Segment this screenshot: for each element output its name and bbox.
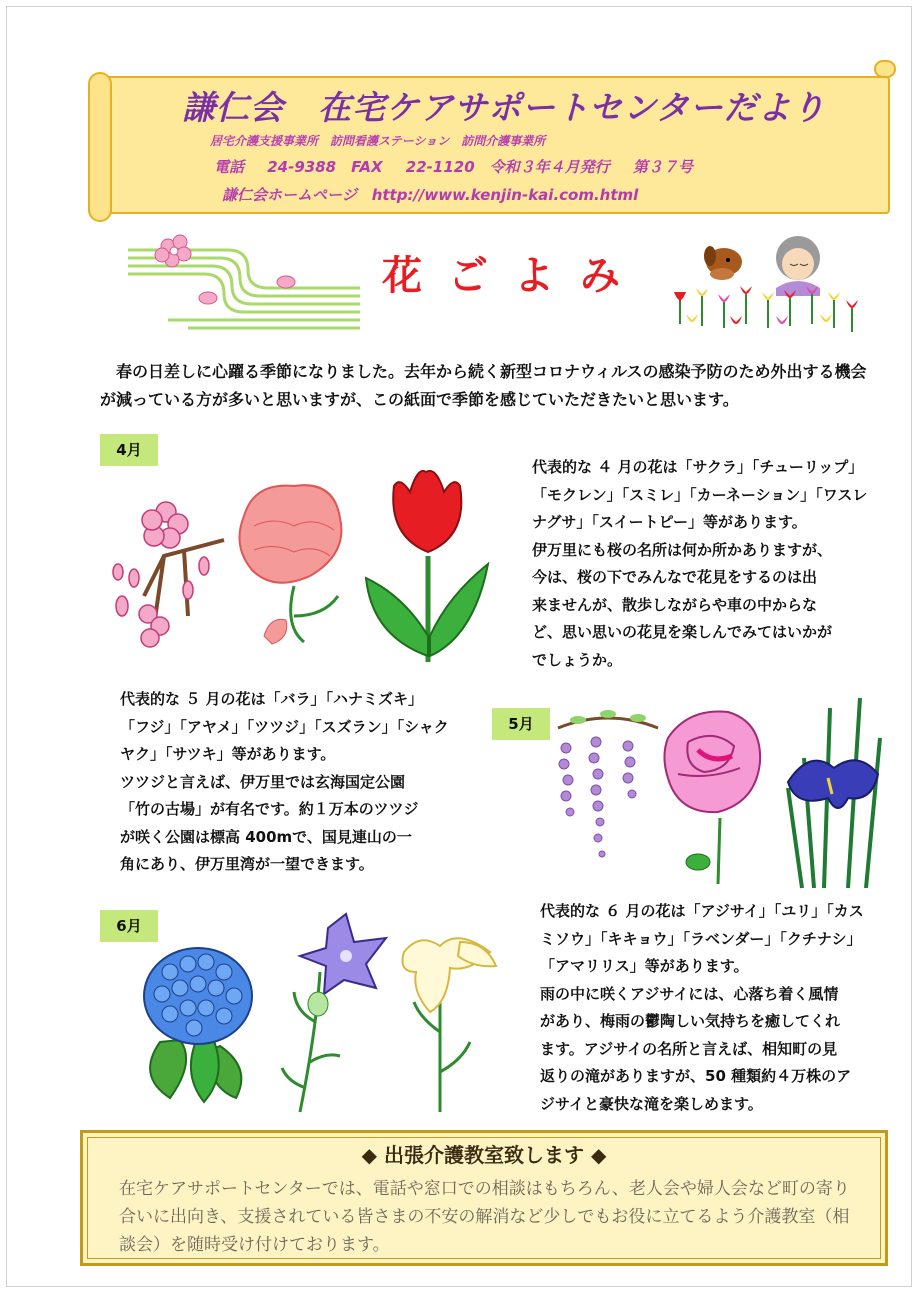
iris-icon: [788, 698, 880, 888]
april-text: [532, 454, 902, 674]
month-tag-april: 4月: [100, 434, 158, 466]
april-line: 「モクレン」「スミレ」「カーネーション」「ワスレ: [532, 485, 868, 504]
newsletter-title: 謙仁会 在宅ケアサポートセンターだより: [182, 88, 826, 127]
office-list: 居宅介護支援事業所 訪問看護ステーション 訪問介護事業所: [210, 134, 546, 148]
homepage-link[interactable]: 謙仁会ホームページ http://www.kenjin-kai.com.html: [222, 186, 639, 204]
lily-icon: [403, 938, 497, 1112]
may-line: ツツジと言えば、伊万里では玄海国定公園: [120, 772, 406, 791]
may-line: 角にあり、伊万里湾が一望できます。: [120, 855, 374, 873]
scroll-right-curl: [874, 60, 896, 78]
wisteria-icon: [558, 710, 658, 857]
june-line: 「アマリリス」等があります。: [540, 957, 749, 975]
june-line: 返りの滝がありますが、50 種類約４万株のア: [540, 1067, 852, 1085]
june-line: ます。アジサイの名所と言えば、相知町の見: [540, 1039, 838, 1058]
april-line: でしょうか。: [532, 650, 623, 669]
scroll-left-roll: [88, 72, 112, 222]
april-line: 今は、桜の下でみんなで花見をするのは出: [532, 568, 818, 586]
newsletter-banner: [90, 70, 890, 220]
june-line: 雨の中に咲くアジサイには、心落ち着く風情: [540, 984, 839, 1003]
april-line: ど、思い思いの花見を楽しんでみてはいかが: [532, 623, 833, 641]
balloon-flower-icon: [282, 914, 386, 1112]
cherry-blossom-branch-icon: [113, 502, 224, 647]
sakura-wave-illustration: [128, 228, 360, 332]
contact-info: 電話 24-9388 FAX 22-1120 令和３年４月発行 第３７号: [214, 158, 693, 176]
hydrangea-icon: [144, 948, 252, 1102]
may-line: ヤク」「サツキ」等があります。: [120, 745, 336, 763]
tulip-bed-icon: [680, 294, 852, 332]
month-tag-may: 5月: [492, 708, 550, 740]
april-flowers-illustration: [104, 466, 496, 662]
may-text: [120, 686, 480, 879]
month-tag-june: 6月: [100, 910, 158, 942]
may-line: が咲く公園は標高 400mで、国見連山の一: [120, 827, 412, 846]
section-heading: 花ごよみ: [382, 253, 646, 299]
tulip-icon: [366, 471, 488, 662]
april-line: ナグサ」「スイートピー」等があります。: [532, 513, 807, 531]
intro-paragraph: 春の日差しに心躍る季節になりました。去年から続く新型コロナウィルスの感染予防のため外出する機会が減っている方が多いと思いますが、この紙面で季節を感じていただきたいと思います。: [100, 362, 867, 409]
notice-title: ◆ 出張介護教室致します ◆: [361, 1143, 607, 1167]
carnation-icon: [240, 485, 342, 644]
sakura-flower-icon: [155, 235, 191, 267]
may-line: 「竹の古場」が有名です。約１万本のツツジ: [120, 800, 419, 818]
april-line: 伊万里にも桜の名所は何か所かありますが、: [532, 540, 833, 559]
garden-with-grandma-illustration: [666, 228, 862, 344]
june-line: があり、梅雨の鬱陶しい気持ちを癒してくれ: [540, 1012, 841, 1030]
june-flowers-illustration: [140, 912, 502, 1114]
june-line: 代表的な ６ 月の花は「アジサイ」「ユリ」「カス: [540, 902, 864, 920]
notice-box: [80, 1130, 888, 1266]
may-line: 代表的な ５ 月の花は「バラ」「ハナミズキ」: [120, 690, 423, 708]
dog-icon: [704, 246, 742, 280]
april-line: 来ませんが、散歩しながらや車の中からな: [532, 595, 818, 614]
june-text: [540, 898, 906, 1118]
june-line: ジサイと豪快な滝を楽しめます。: [540, 1094, 763, 1113]
april-line: 代表的な ４ 月の花は「サクラ」「チューリップ」: [532, 458, 864, 476]
may-line: 「フジ」「アヤメ」「ツツジ」「スズラン」「シャク: [120, 717, 449, 736]
may-flowers-illustration: [548, 698, 890, 894]
grandma-icon: [776, 236, 820, 296]
notice-body: 在宅ケアサポートセンターでは、電話や窓口での相談はもちろん、老人会や婦人会など町の寄り合いに出向き、支援されている皆さまの不安の解消など少しでもお役に立てるよう介護教室（相談会）を随時受け付けております。: [119, 1179, 850, 1255]
june-line: ミソウ」「キキョウ」「ラベンダー」「クチナシ」: [540, 929, 862, 948]
rose-icon: [664, 712, 760, 884]
